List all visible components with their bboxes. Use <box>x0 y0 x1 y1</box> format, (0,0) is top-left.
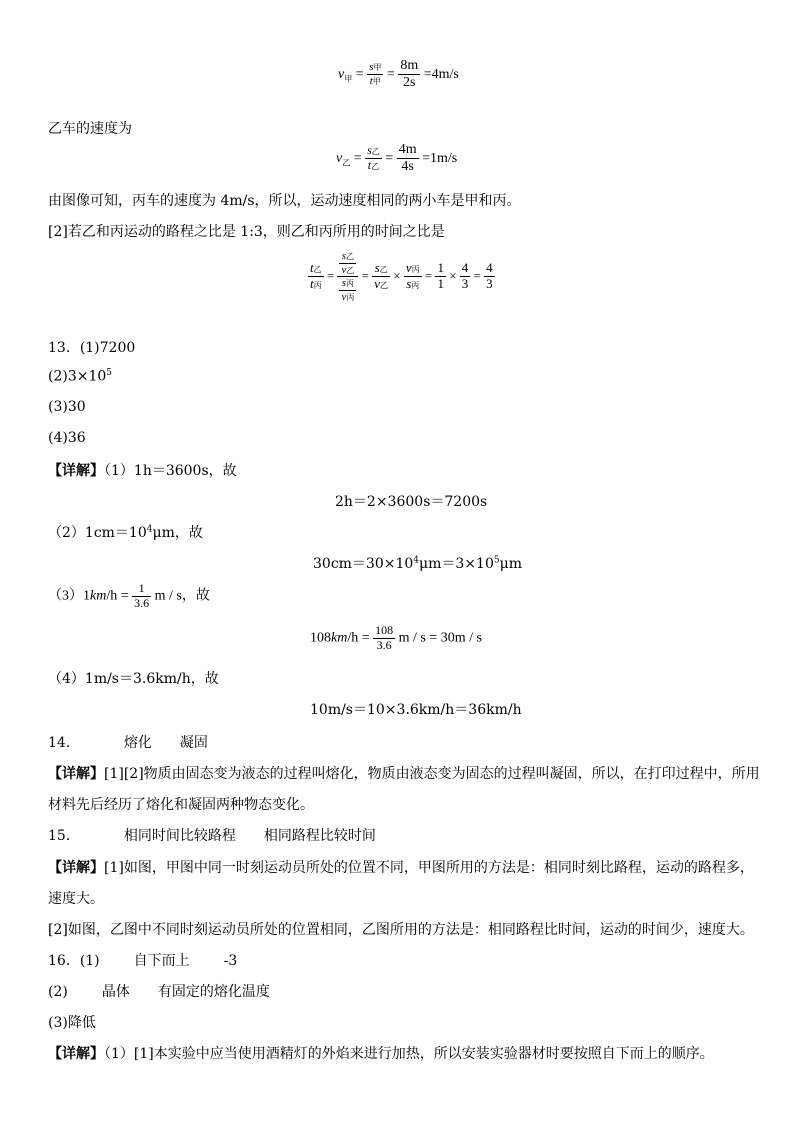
q13-eq-1: 2h＝2×3600s＝7200s <box>335 494 488 510</box>
fraction-values: $\frac{8m}{2s}$ <box>400 58 419 91</box>
equation-v-yi: $v_乙$ = $\frac{\text{s乙}}{\text{t乙}}$ = $\frac{4m}{4s}$ =1m/s <box>336 142 458 175</box>
fraction-s-over-t: $\frac{\text{s乙}}{\text{t乙}}$ <box>367 143 380 173</box>
fraction-t-ratio: $\frac{\text{t乙}}{\text{t丙}}$ <box>310 260 322 292</box>
q13-answer-1: 13．(1)7200 <box>48 340 136 356</box>
equation-v-jia: $v_甲$ = $\frac{\text{s甲}}{\text{t甲}}$ = $\frac{8m}{2s}$ =4m/s <box>338 58 459 91</box>
compound-fraction: $\frac{\frac{\text{s乙}}{\text{v乙}}}{\frac{\text{s丙}}{\text{v丙}}}$ <box>337 250 358 304</box>
q15-detail-line-3: [2]如图，乙图中不同时刻运动员所处的位置相同，乙图所用的方法是：相同路程比时间，运动的时间少，速度大。 <box>48 922 754 938</box>
q13-detail-3: （3）1km/h = $\frac{1}{3.6}$ m / s，故 <box>48 581 210 610</box>
q15-detail-line-2: 速度大。 <box>48 891 104 907</box>
q13-detail-4: （4）1m/s＝3.6km/h，故 <box>48 671 219 687</box>
text-conclusion: 由图像可知，丙车的速度为 4m/s，所以，运动速度相同的两小车是甲和丙。 <box>48 193 521 209</box>
fraction-result: $\frac{4}{3}$ <box>486 260 493 292</box>
text-ratio-intro: [2]若乙和丙运动的路程之比是 1:3，则乙和丙所用的时间之比是 <box>48 224 445 240</box>
fraction-four-thirds: $\frac{4}{3}$ <box>461 260 469 292</box>
q13-detail-1: 【详解】（1）1h＝3600s，故 <box>48 463 237 479</box>
q13-answer-4: (4)36 <box>48 430 86 446</box>
q13-detail-2: $(2)1cm=10^4\mu m$，故 <box>48 524 203 541</box>
q14-detail-line-2: 材料先后经历了熔化和凝固两种物态变化。 <box>48 797 314 813</box>
fraction-one: $\frac{1}{1}$ <box>437 260 444 292</box>
text-yi-speed: 乙车的速度为 <box>48 121 132 137</box>
q13-eq-4: 10m/s＝10×3.6km/h＝36km/h <box>310 702 522 718</box>
fraction-s-over-t: $\frac{\text{s甲}}{\text{t甲}}$ <box>369 61 382 88</box>
q16-answer-3: (3)降低 <box>48 1015 96 1031</box>
q13-answer-3: (3)30 <box>48 399 86 415</box>
equation-time-ratio: $\frac{\text{t乙}}{\text{t丙}}$ = $\frac{\frac{\text{s乙}}{\text{v乙}}}{\frac{\text{s丙}}{\text{v丙}}}$ = $\frac{\text{s乙}}{\text{v乙}}$ × $\frac{\text{v丙}}{\text{s丙}}$ = $\frac{1}{1}$ × $\frac{4}{3}$ = $\frac{4}{3}$ <box>310 250 493 303</box>
q14-answer: 14． 熔化 凝固 <box>48 735 208 751</box>
q16-answer-1: 16．(1) 自下而上 -3 <box>48 953 238 969</box>
q15-answer: 15． 相同时间比较路程 相同路程比较时间 <box>48 828 376 844</box>
q16-detail-line-1: 【详解】（1）[1]本实验中应当使用酒精灯的外焰来进行加热，所以安装实验器材时要按照自下而上的顺序。 <box>48 1046 714 1062</box>
fraction-s-over-v: $\frac{\text{s乙}}{\text{v乙}}$ <box>374 260 388 292</box>
q13-answer-2: $(2)3\times 10^5$ <box>48 368 113 385</box>
q14-detail-line-1: 【详解】[1][2]物质由固态变为液态的过程叫熔化，物质由液态变为固态的过程叫凝固，所以，在打印过程中，所用 <box>48 766 760 782</box>
q13-eq-2: $30cm=30\times 10^4\mu m=3\times 10^5\mu m$ <box>313 555 522 572</box>
var-v: v <box>338 66 345 82</box>
equation-result: =4m/s <box>423 66 459 82</box>
q13-eq-3: 108km/h = $\frac{108}{3.6}$ m / s = 30m / s <box>310 623 482 652</box>
fraction-values: $\frac{4m}{4s}$ <box>398 142 417 175</box>
fraction-v-over-s: $\frac{\text{v丙}}{\text{s丙}}$ <box>405 260 420 292</box>
q15-detail-line-1: 【详解】[1]如图，甲图中同一时刻运动员所处的位置不同，甲图所用的方法是：相同时刻比路程，运动的路程多， <box>48 860 754 876</box>
subscript: 甲 <box>344 74 353 84</box>
q16-answer-2: (2) 晶体 有固定的熔化温度 <box>48 984 270 1000</box>
